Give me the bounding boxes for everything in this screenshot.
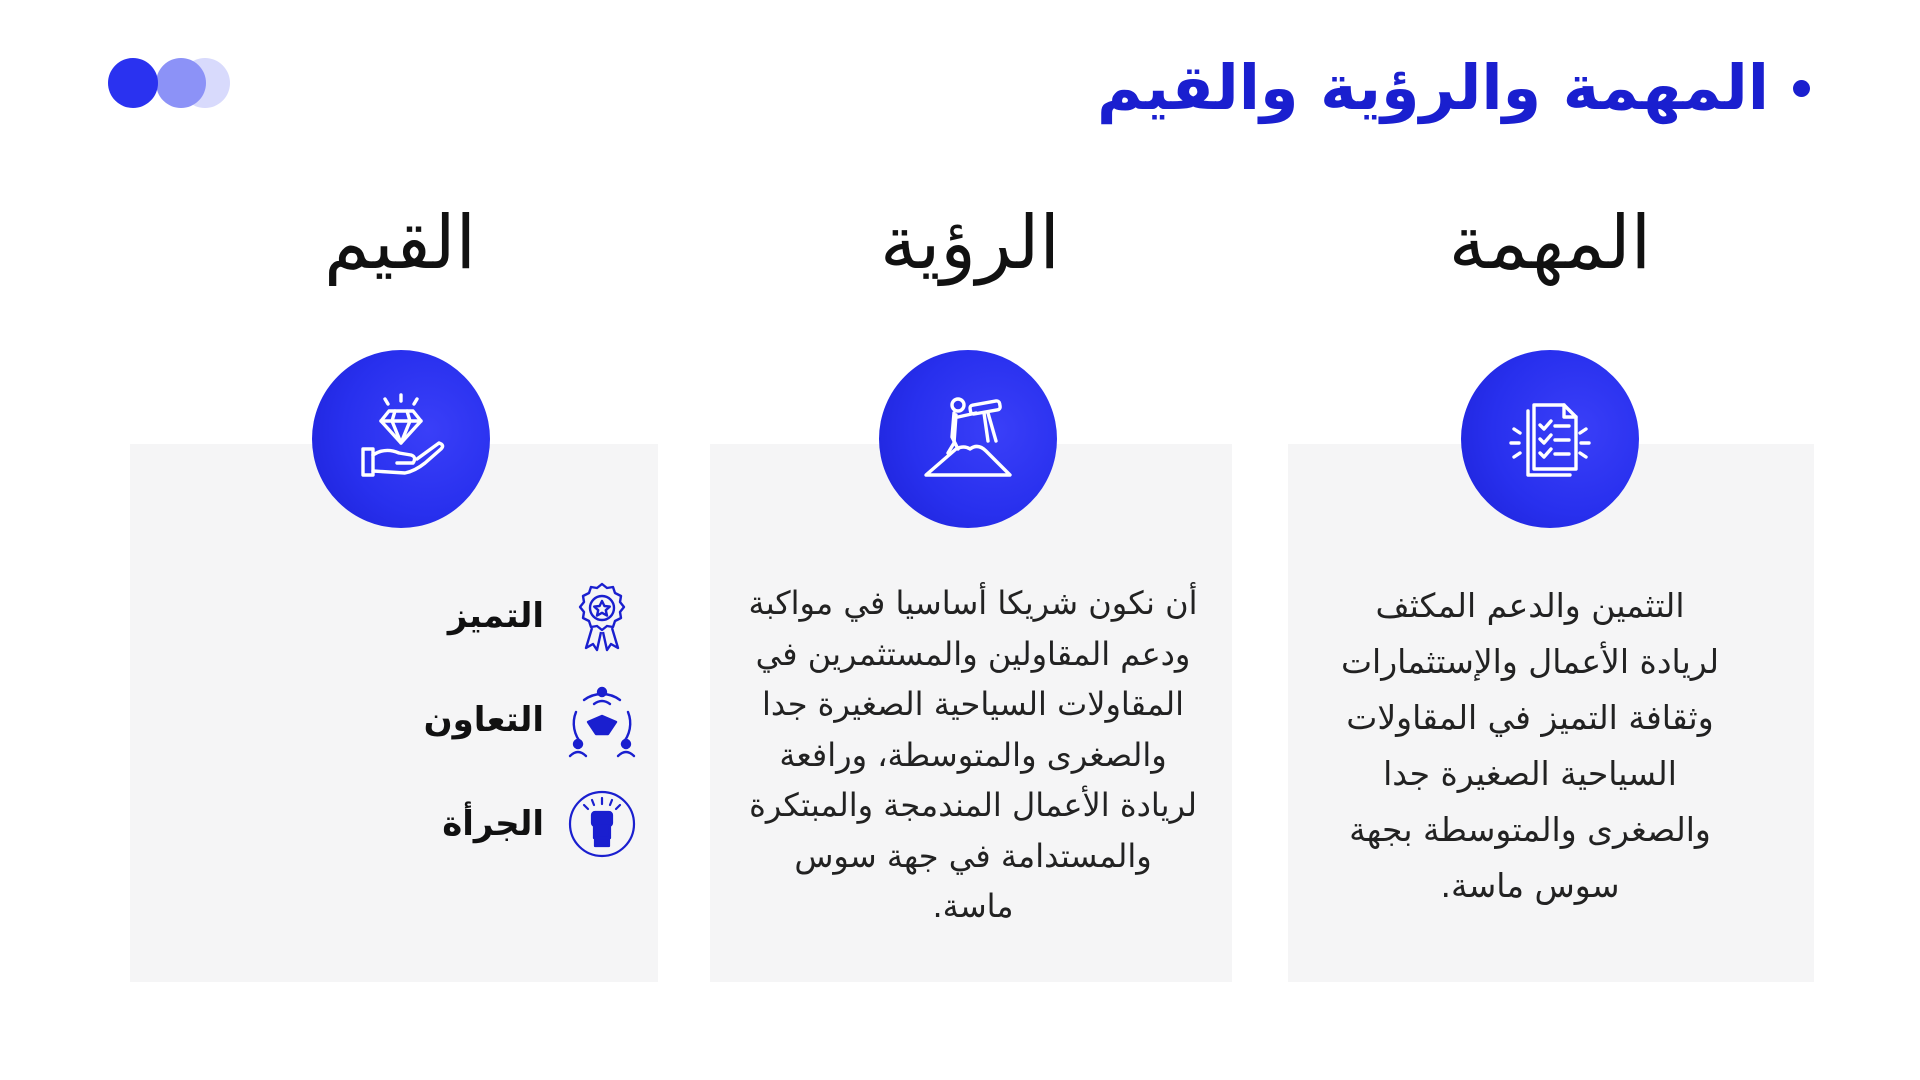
- decorative-dots: [108, 58, 232, 108]
- person-telescope-icon: [912, 383, 1024, 495]
- teamwork-icon: [564, 682, 640, 758]
- value-item-cooperation: [420, 682, 640, 758]
- page-header: [1097, 50, 1810, 126]
- checklist-document-icon: [1494, 383, 1606, 495]
- mission-icon-circle: [1461, 350, 1639, 528]
- vision-text: أن نكون شريكا أساسيا في مواكبة ودعم المقاولين والمستثمرين في المقاولات السياحية الصغيرة جدا والصغرى والمتوسطة، ورافعة لريادة الأعمال المندمجة والمبتكرة والمستدامة في جهة سوس ماسة.: [748, 584, 1198, 925]
- mission-text: التثمين والدعم المكثف لريادة الأعمال والإستثمارات وثقافة التميز في المقاولات السياحية الصغيرة جدا والصغرى والمتوسطة بجهة سوس ماسة.: [1340, 586, 1720, 905]
- title-bullet: [1793, 80, 1810, 97]
- decorative-dot-medium: [156, 58, 206, 108]
- value-label-cooperation: التعاون: [423, 700, 544, 740]
- value-item-excellence: [420, 578, 640, 654]
- values-icon-circle: [312, 350, 490, 528]
- decorative-dot-dark: [108, 58, 158, 108]
- values-title: القيم: [323, 200, 477, 286]
- vision-title: الرؤية: [880, 200, 1060, 286]
- vision-icon-circle: [879, 350, 1057, 528]
- page-title: المهمة والرؤية والقيم: [1096, 51, 1769, 124]
- mission-title: المهمة: [1448, 200, 1652, 286]
- value-label-excellence: التميز: [447, 596, 544, 636]
- raised-fist-icon: [564, 786, 640, 862]
- value-label-boldness: الجرأة: [442, 804, 544, 844]
- diamond-hand-icon: [345, 383, 457, 495]
- value-item-boldness: [420, 786, 640, 862]
- award-ribbon-icon: [564, 578, 640, 654]
